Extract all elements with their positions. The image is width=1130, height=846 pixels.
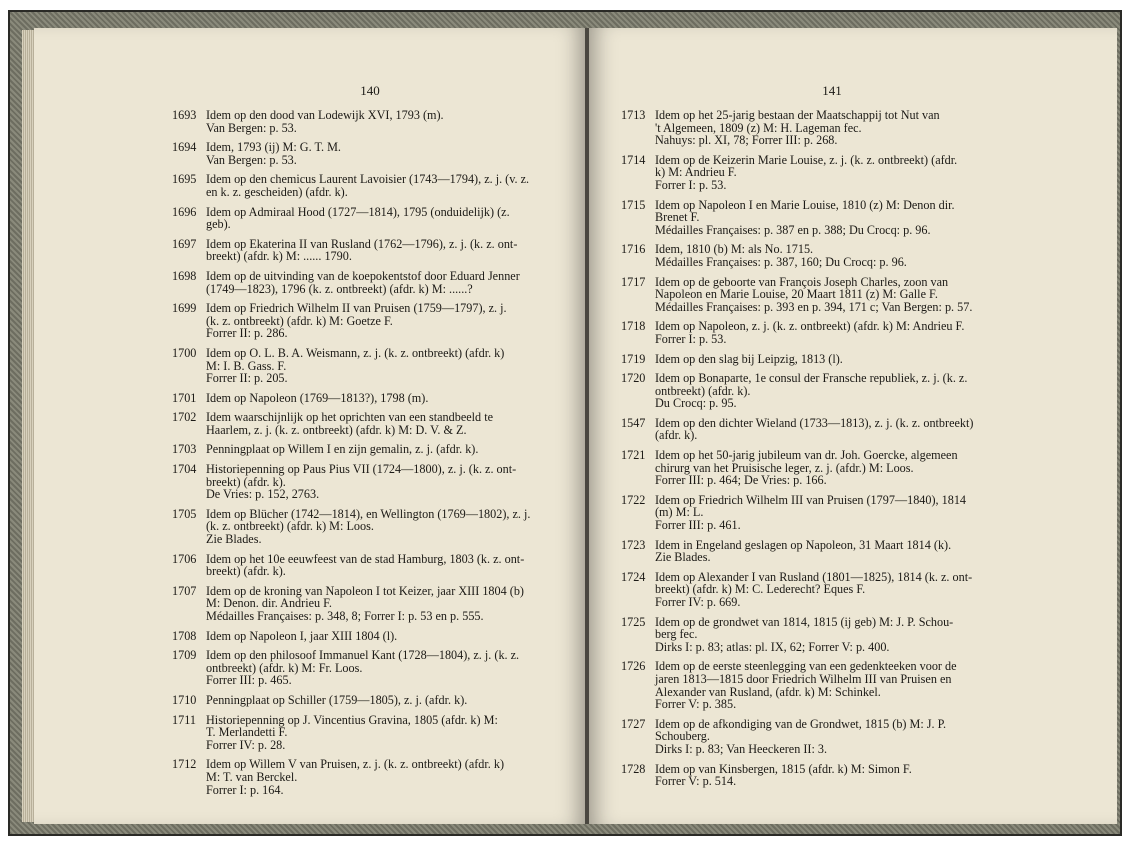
catalog-entry	[172, 173, 562, 198]
entry-text-line: Idem in Engeland geslagen op Napoleon, 31 Maart 1814 (k).	[655, 537, 952, 552]
left-page	[34, 28, 585, 824]
entry-text-line: Forrer IV: p. 28.	[206, 737, 286, 752]
entry-text-line: Idem op Ekaterina II van Rusland (1762—1796), z. j. (k. z. ont-	[206, 236, 518, 251]
entry-text-line: Brenet F.	[655, 210, 700, 225]
catalog-entry	[621, 571, 1041, 609]
entry-number: 1698	[172, 268, 197, 283]
entry-text-line: Idem op de eerste steenlegging van een gedenkteeken voor de	[655, 659, 957, 674]
entry-number: 1714	[621, 152, 646, 167]
catalog-entry	[621, 276, 1041, 314]
entry-text-line: Idem op Willem V van Pruisen, z. j. (k. z. ontbreekt) (afdr. k)	[206, 757, 505, 772]
catalog-entry	[621, 199, 1041, 237]
entry-text-line: Idem op Napoleon I, jaar XIII 1804 (l).	[206, 628, 398, 643]
entry-text-line: Dirks I: p. 83; Van Heeckeren II: 3.	[655, 741, 828, 756]
entry-text-line: Idem op den slag bij Leipzig, 1813 (l).	[655, 351, 843, 366]
entry-text-line: Forrer V: p. 385.	[655, 697, 737, 712]
entry-text-line: Idem op het 50-jarig jubileum van dr. Joh. Goercke, algemeen	[655, 448, 958, 463]
entry-number: 1701	[172, 390, 197, 405]
entry-number: 1710	[172, 692, 197, 707]
right-page	[589, 28, 1117, 824]
entry-text-line: Van Bergen: p. 53.	[206, 152, 297, 167]
catalog-entry	[621, 539, 1041, 564]
catalog-entry	[172, 206, 562, 231]
entry-text-line: (1749—1823), 1796 (k. z. ontbreekt) (afdr. k) M: ......?	[206, 281, 473, 296]
catalog-entry	[172, 392, 562, 405]
entry-text-line: Médailles Françaises: p. 393 en p. 394, 171 c; Van Bergen: p. 57.	[655, 299, 973, 314]
entry-number: 1724	[621, 569, 646, 584]
entry-number: 1711	[172, 712, 196, 727]
catalog-entry	[621, 243, 1041, 268]
entry-text-line: Idem op de geboorte van François Joseph Charles, zoon van	[655, 274, 949, 289]
entry-number: 1700	[172, 345, 197, 360]
page-number-right: 141	[822, 83, 842, 98]
catalog-entry	[172, 649, 562, 687]
entry-number: 1709	[172, 648, 197, 663]
catalog-entry	[172, 694, 562, 707]
entry-text-line: M: Denon. dir. Andrieu F.	[206, 596, 332, 611]
entry-text-line: 't Algemeen, 1809 (z) M: H. Lageman fec.	[655, 120, 862, 135]
entry-text-line: Forrer I: p. 164.	[206, 782, 284, 797]
catalog-entry	[621, 417, 1041, 442]
entry-text-line: Idem waarschijnlijk op het oprichten van een standbeeld te	[206, 410, 493, 425]
entry-text-line: Forrer III: p. 464; De Vries: p. 166.	[655, 473, 827, 488]
catalog-entry	[172, 758, 562, 796]
entry-number: 1726	[621, 659, 646, 674]
catalog-entry	[172, 302, 562, 340]
entry-text-line: Idem op Napoleon (1769—1813?), 1798 (m).	[206, 390, 429, 405]
entry-text-line: Du Crocq: p. 95.	[655, 396, 737, 411]
entry-text-line: Idem op Admiraal Hood (1727—1814), 1795 (onduidelijk) (z.	[206, 204, 510, 219]
entry-text-line: Médailles Françaises: p. 387, 160; Du Crocq: p. 96.	[655, 254, 907, 269]
entry-text-line: Forrer V: p. 514.	[655, 774, 737, 789]
entry-text-line: Haarlem, z. j. (k. z. ontbreekt) (afdr. k) M: D. V. & Z.	[206, 422, 467, 437]
entry-number: 1708	[172, 628, 197, 643]
entry-number: 1706	[172, 551, 197, 566]
entry-text-line: Forrer IV: p. 669.	[655, 595, 741, 609]
catalog-entry	[172, 347, 562, 385]
entry-text-line: chirurg van het Pruisische leger, z. j. (afdr.) M: Loos.	[655, 460, 914, 475]
entry-text-line: Forrer II: p. 205.	[206, 371, 288, 386]
entry-text-line: Idem op het 25-jarig bestaan der Maatschappij tot Nut van	[655, 108, 940, 122]
right-entry-list	[621, 109, 1041, 795]
entry-number: 1720	[621, 371, 646, 386]
entry-text-line: Zie Blades.	[206, 532, 262, 547]
entry-text-line: Médailles Françaises: p. 387 en p. 388; Du Crocq: p. 96.	[655, 222, 931, 237]
entry-text-line: Historiepenning op J. Vincentius Gravina, 1805 (afdr. k) M:	[206, 712, 498, 727]
entry-text-line: (k. z. ontbreekt) (afdr. k) M: Loos.	[206, 519, 374, 534]
entry-text-line: ontbreekt) (afdr. k) M: Fr. Loos.	[206, 660, 363, 675]
entry-text-line: breekt) (afdr. k) M: ...... 1790.	[206, 249, 352, 264]
entry-text-line: (k. z. ontbreekt) (afdr. k) M: Goetze F.	[206, 313, 393, 328]
entry-text-line: Penningplaat op Willem I en zijn gemalin, z. j. (afdr. k).	[206, 442, 479, 457]
entry-text-line: Idem op Napoleon, z. j. (k. z. ontbreekt) (afdr. k) M: Andrieu F.	[655, 319, 965, 334]
catalog-entry	[621, 320, 1041, 345]
left-entry-list	[172, 109, 562, 803]
entry-text-line: ontbreekt) (afdr. k).	[655, 383, 751, 398]
entry-number: 1717	[621, 274, 646, 289]
catalog-entry	[621, 763, 1041, 788]
entry-text-line: Zie Blades.	[655, 550, 711, 565]
catalog-entry	[621, 660, 1041, 710]
entry-text-line: Idem op de uitvinding van de koepokentstof door Eduard Jenner	[206, 268, 520, 283]
entry-text-line: Forrer I: p. 53.	[655, 331, 727, 346]
catalog-entry	[621, 109, 1041, 147]
entry-number: 1712	[172, 757, 197, 772]
entry-text-line: en k. z. gescheiden) (afdr. k).	[206, 184, 348, 199]
catalog-entry	[172, 411, 562, 436]
entry-text-line: T. Merlandetti F.	[206, 725, 288, 740]
entry-number: 1707	[172, 583, 197, 598]
entry-number: 1721	[621, 448, 646, 463]
entry-text-line: Idem op de grondwet van 1814, 1815 (ij geb) M: J. P. Schou-	[655, 614, 954, 629]
entry-text-line: Médailles Françaises: p. 348, 8; Forrer I: p. 53 en p. 555.	[206, 609, 484, 623]
entry-text-line: Idem op Blücher (1742—1814), en Wellington (1769—1802), z. j.	[206, 506, 531, 521]
entry-number: 1722	[621, 492, 646, 507]
entry-text-line: Napoleon en Marie Louise, 20 Maart 1811 (z) M: Galle F.	[655, 287, 938, 302]
catalog-entry	[172, 141, 562, 166]
entry-text-line: Forrer I: p. 53.	[655, 177, 727, 192]
entry-text-line: k) M: Andrieu F.	[655, 165, 737, 180]
entry-number: 1703	[172, 442, 197, 457]
catalog-entry	[172, 463, 562, 501]
entry-text-line: breekt) (afdr. k).	[206, 564, 286, 579]
entry-text-line: Idem, 1810 (b) M: als No. 1715.	[655, 242, 814, 257]
entry-text-line: Idem, 1793 (ij) M: G. T. M.	[206, 140, 341, 155]
catalog-entry	[621, 718, 1041, 756]
entry-text-line: M: I. B. Gass. F.	[206, 358, 287, 373]
entry-text-line: Forrer III: p. 465.	[206, 673, 292, 688]
entry-number: 1705	[172, 506, 197, 521]
entry-number: 1702	[172, 410, 197, 425]
entry-text-line: Alexander van Rusland, (afdr. k) M: Schinkel.	[655, 684, 881, 699]
entry-number: 1694	[172, 140, 197, 155]
entry-text-line: Idem op de kroning van Napoleon I tot Keizer, jaar XIII 1804 (b)	[206, 583, 524, 598]
entry-text-line: Idem op Friedrich Wilhelm III van Pruisen (1797—1840), 1814	[655, 492, 967, 507]
entry-text-line: Idem op het 10e eeuwfeest van de stad Hamburg, 1803 (k. z. ont-	[206, 551, 525, 566]
entry-text-line: berg fec.	[655, 627, 698, 642]
entry-text-line: Dirks I: p. 83; atlas: pl. IX, 62; Forrer V: p. 400.	[655, 639, 890, 654]
entry-text-line: Schouberg.	[655, 729, 710, 744]
entry-text-line: Historiepenning op Paus Pius VII (1724—1800), z. j. (k. z. ont-	[206, 462, 517, 477]
entry-text-line: Idem op den dood van Lodewijk XVI, 1793 (m).	[206, 108, 444, 122]
catalog-entry	[172, 553, 562, 578]
catalog-entry	[172, 238, 562, 263]
catalog-entry	[621, 494, 1041, 532]
entry-text-line: Penningplaat op Schiller (1759—1805), z. j. (afdr. k).	[206, 692, 468, 707]
catalog-entry	[621, 353, 1041, 366]
entry-number: 1716	[621, 242, 646, 257]
catalog-entry	[172, 714, 562, 752]
entry-text-line: Idem op van Kinsbergen, 1815 (afdr. k) M: Simon F.	[655, 761, 912, 776]
page-number-left: 140	[360, 83, 380, 98]
catalog-entry	[172, 270, 562, 295]
entry-number: 1713	[621, 108, 646, 122]
catalog-entry	[621, 372, 1041, 410]
entry-text-line: Idem op den dichter Wieland (1733—1813), z. j. (k. z. ontbreekt)	[655, 415, 974, 430]
entry-text-line: Idem op de Keizerin Marie Louise, z. j. (k. z. ontbreekt) (afdr.	[655, 152, 958, 167]
entry-number: 1704	[172, 462, 197, 477]
entry-text-line: M: T. van Berckel.	[206, 769, 298, 784]
entry-number: 1723	[621, 537, 646, 552]
entry-text-line: (afdr. k).	[655, 428, 698, 443]
entry-text-line: Idem op Friedrich Wilhelm II van Pruisen (1759—1797), z. j.	[206, 301, 507, 316]
entry-text-line: Nahuys: pl. XI, 78; Forrer III: p. 268.	[655, 133, 838, 148]
catalog-entry	[172, 585, 562, 623]
entry-number: 1693	[172, 108, 197, 122]
entry-text-line: jaren 1813—1815 door Friedrich Wilhelm III van Pruisen en	[655, 671, 952, 686]
entry-text-line: Idem op Alexander I van Rusland (1801—1825), 1814 (k. z. ont-	[655, 569, 973, 584]
catalog-entry	[621, 616, 1041, 654]
entry-number: 1728	[621, 761, 646, 776]
entry-text-line: Idem op Bonaparte, 1e consul der Fransche republiek, z. j. (k. z.	[655, 371, 968, 386]
catalog-entry	[621, 154, 1041, 192]
entry-text-line: Forrer II: p. 286.	[206, 326, 288, 341]
entry-number: 1719	[621, 351, 646, 366]
catalog-entry	[172, 630, 562, 643]
page-edges-left	[22, 30, 34, 822]
entry-text-line: geb).	[206, 217, 231, 232]
entry-text-line: Idem op de afkondiging van de Grondwet, 1815 (b) M: J. P.	[655, 716, 947, 731]
entry-number: 1718	[621, 319, 646, 334]
book-cover	[8, 10, 1122, 836]
catalog-entry	[172, 443, 562, 456]
entry-text-line: breekt) (afdr. k) M: C. Lederecht? Eques F.	[655, 582, 866, 597]
entry-text-line: Idem op den chemicus Laurent Lavoisier (1743—1794), z. j. (v. z.	[206, 172, 530, 187]
entry-number: 1696	[172, 204, 197, 219]
entry-number: 1697	[172, 236, 197, 251]
entry-number: 1725	[621, 614, 646, 629]
entry-text-line: Idem op den philosoof Immanuel Kant (1728—1804), z. j. (k. z.	[206, 648, 520, 663]
entry-number: 1695	[172, 172, 197, 187]
catalog-entry	[621, 449, 1041, 487]
entry-text-line: (m) M: L.	[655, 505, 704, 520]
catalog-entry	[172, 508, 562, 546]
entry-number: 1715	[621, 197, 646, 212]
entry-number: 1547	[621, 415, 646, 430]
entry-text-line: Forrer III: p. 461.	[655, 518, 741, 533]
entry-number: 1699	[172, 301, 197, 316]
entry-text-line: breekt) (afdr. k).	[206, 474, 286, 489]
entry-number: 1727	[621, 716, 646, 731]
catalog-entry	[172, 109, 562, 134]
entry-text-line: Idem op Napoleon I en Marie Louise, 1810 (z) M: Denon dir.	[655, 197, 955, 212]
entry-text-line: Idem op O. L. B. A. Weismann, z. j. (k. z. ontbreekt) (afdr. k)	[206, 345, 505, 360]
entry-text-line: De Vries: p. 152, 2763.	[206, 487, 320, 502]
entry-text-line: Van Bergen: p. 53.	[206, 120, 297, 135]
